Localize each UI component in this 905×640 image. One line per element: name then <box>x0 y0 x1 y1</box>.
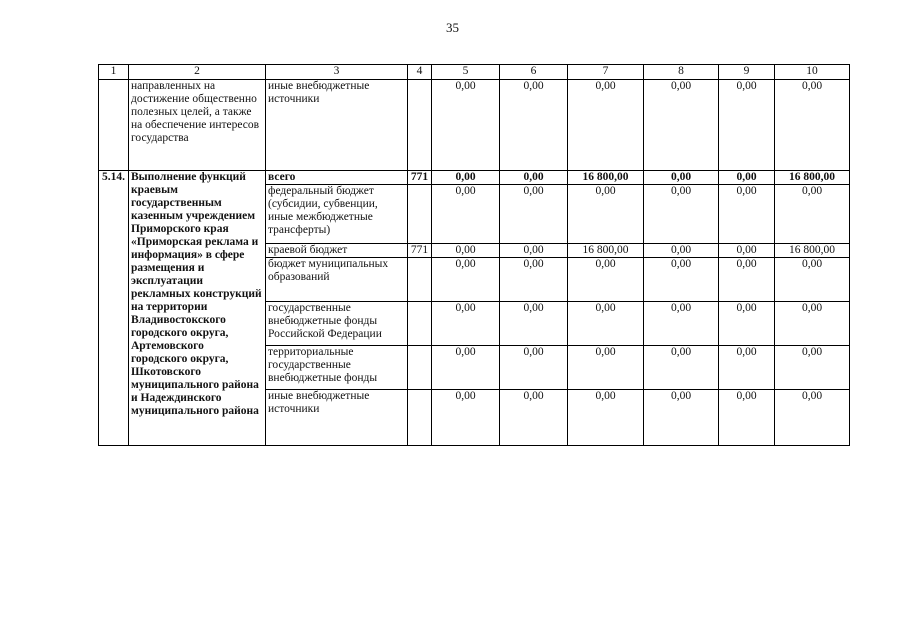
value-cell: 16 800,00 <box>568 171 644 185</box>
source-cell: бюджет муниципальных образований <box>266 258 408 302</box>
value-cell: 0,00 <box>719 302 775 346</box>
value-cell: 0,00 <box>719 258 775 302</box>
value-cell: 16 800,00 <box>775 244 850 258</box>
value-cell: 0,00 <box>644 346 719 390</box>
value-cell: 0,00 <box>432 185 500 244</box>
value-cell: 0,00 <box>432 258 500 302</box>
column-header: 4 <box>408 65 432 80</box>
code-cell <box>408 80 432 171</box>
source-cell: государственные внебюджетные фонды Российской Федерации <box>266 302 408 346</box>
header-row <box>99 65 850 80</box>
value-cell: 16 800,00 <box>775 171 850 185</box>
value-cell: 0,00 <box>568 80 644 171</box>
source-cell: всего <box>266 171 408 185</box>
table-row-continued <box>99 80 850 171</box>
value-cell: 0,00 <box>775 346 850 390</box>
value-cell: 0,00 <box>644 258 719 302</box>
budget-table <box>98 64 850 446</box>
code-cell <box>408 390 432 446</box>
value-cell: 0,00 <box>775 302 850 346</box>
value-cell: 0,00 <box>568 302 644 346</box>
column-header: 2 <box>129 65 266 80</box>
value-cell: 0,00 <box>644 244 719 258</box>
column-header: 1 <box>99 65 129 80</box>
source-cell: краевой бюджет <box>266 244 408 258</box>
value-cell: 0,00 <box>775 80 850 171</box>
value-cell: 0,00 <box>644 390 719 446</box>
value-cell: 0,00 <box>432 171 500 185</box>
value-cell: 0,00 <box>432 346 500 390</box>
source-cell: иные внебюджетные источники <box>266 80 408 171</box>
column-header: 10 <box>775 65 850 80</box>
value-cell: 0,00 <box>500 244 568 258</box>
column-header: 3 <box>266 65 408 80</box>
code-cell <box>408 346 432 390</box>
value-cell: 16 800,00 <box>568 244 644 258</box>
column-header: 5 <box>432 65 500 80</box>
value-cell: 0,00 <box>432 302 500 346</box>
value-cell: 0,00 <box>719 185 775 244</box>
code-cell <box>408 185 432 244</box>
value-cell: 0,00 <box>719 244 775 258</box>
page-number: 35 <box>446 20 459 35</box>
value-cell: 0,00 <box>500 171 568 185</box>
value-cell: 0,00 <box>568 185 644 244</box>
value-cell: 0,00 <box>775 258 850 302</box>
value-cell: 0,00 <box>775 390 850 446</box>
code-cell <box>408 302 432 346</box>
column-header: 6 <box>500 65 568 80</box>
index-cell <box>99 80 129 171</box>
column-header: 8 <box>644 65 719 80</box>
value-cell: 0,00 <box>432 244 500 258</box>
value-cell: 0,00 <box>500 302 568 346</box>
value-cell: 0,00 <box>568 390 644 446</box>
value-cell: 0,00 <box>644 171 719 185</box>
value-cell: 0,00 <box>568 346 644 390</box>
value-cell: 0,00 <box>719 346 775 390</box>
value-cell: 0,00 <box>775 185 850 244</box>
code-cell: 771 <box>408 171 432 185</box>
code-cell <box>408 258 432 302</box>
value-cell: 0,00 <box>719 390 775 446</box>
value-cell: 0,00 <box>500 390 568 446</box>
value-cell: 0,00 <box>500 346 568 390</box>
value-cell: 0,00 <box>719 80 775 171</box>
column-header: 9 <box>719 65 775 80</box>
value-cell: 0,00 <box>500 258 568 302</box>
table-row-total <box>99 171 850 185</box>
description-cell: направленных на достижение общественно полезных целей, а также на обеспечение интересов государства <box>129 80 266 171</box>
value-cell: 0,00 <box>432 80 500 171</box>
column-header: 7 <box>568 65 644 80</box>
value-cell: 0,00 <box>644 80 719 171</box>
value-cell: 0,00 <box>500 185 568 244</box>
value-cell: 0,00 <box>432 390 500 446</box>
value-cell: 0,00 <box>719 171 775 185</box>
code-cell: 771 <box>408 244 432 258</box>
value-cell: 0,00 <box>568 258 644 302</box>
value-cell: 0,00 <box>644 302 719 346</box>
value-cell: 0,00 <box>500 80 568 171</box>
source-cell: иные внебюджетные источники <box>266 390 408 446</box>
source-cell: федеральный бюджет (субсидии, субвенции, иные межбюджетные трансферты) <box>266 185 408 244</box>
value-cell: 0,00 <box>644 185 719 244</box>
item-index: 5.14. <box>99 171 129 446</box>
source-cell: территориальные государственные внебюджетные фонды <box>266 346 408 390</box>
item-description: Выполнение функций краевым государственным казенным учреждением Приморского края «Приморская реклама и информация» в сфере размещения и эксплуатации рекламных конструкций на территории Владивостокского городского округа, Артемовского городского округа, Шкотовского муниципального района и Надеждинского муниципального района <box>129 171 266 446</box>
